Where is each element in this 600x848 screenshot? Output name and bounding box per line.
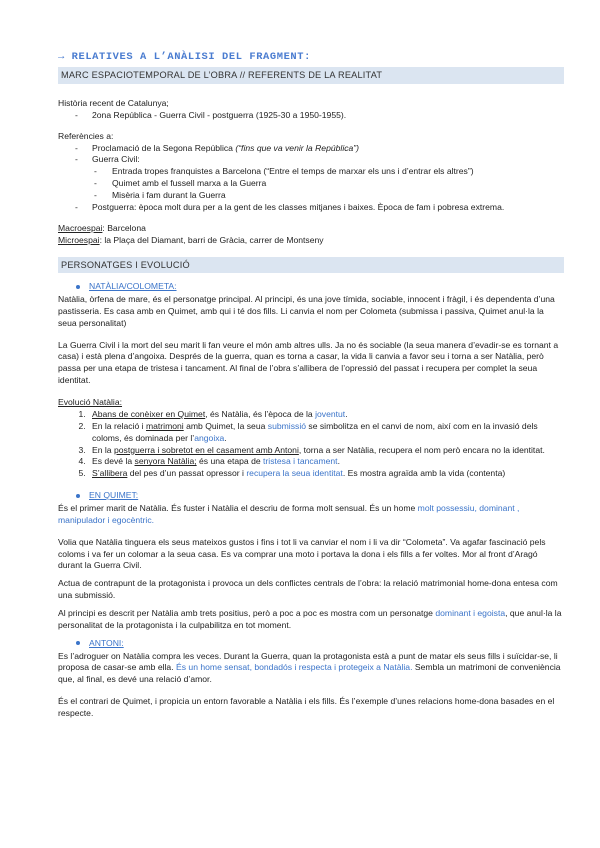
evolucio-item-text: En la relació i bbox=[92, 420, 146, 431]
natalia-heading-text: NATÀLIA/COLOMETA: bbox=[89, 281, 177, 292]
historia-heading: Història recent de Catalunya; bbox=[58, 98, 169, 109]
antoni-highlight: És un home sensat, bondadós i respecta i protegeix a Natàlia. bbox=[176, 662, 413, 673]
natalia-paragraph-2: La Guerra Civil i la mort del seu marit li fan veure el món amb altres ulls. Ja no és sociable (la seua manera d’evadir-se es tornant a casa) i està plena d’angoixa. Després de la guerra, quan es torna a casar, la vida li canvia a favor seu i torna a ser Natàlia, però passa per una etapa de tristesa i tancament. Al final de l’obra s’allibera de l’opressió del passat i recupera per complet la seua identitat. bbox=[58, 339, 559, 386]
guerra-sublist bbox=[58, 166, 564, 202]
guerra-subitem: - Entrada tropes franquistes a Barcelona (“Entre el temps de marxar els uns i d’entrar els altres”) bbox=[94, 166, 564, 178]
evolucio-item-text: és una etapa de bbox=[196, 456, 264, 467]
evolucio-item-text: En la bbox=[92, 444, 114, 455]
evolucio-item-3 bbox=[88, 445, 564, 457]
evolucio-item-text: amb Quimet, la seua bbox=[183, 420, 268, 431]
quimet-text: És el primer marit de Natàlia. És fuster i Natàlia el descriu de forma molt sensual. És un home bbox=[58, 502, 418, 513]
macroespai-line bbox=[58, 223, 564, 235]
evolucio-item-text: , torna a ser Natàlia, recupera el nom però encara no la identitat. bbox=[298, 444, 545, 455]
evolucio-list bbox=[58, 409, 564, 480]
evolucio-item-4 bbox=[88, 456, 564, 468]
evolucio-item-1 bbox=[88, 409, 564, 421]
referencies-list-cont bbox=[58, 202, 564, 214]
evolucio-item-highlight: submissió bbox=[267, 420, 307, 431]
antoni-paragraph-2: És el contrari de Quimet, i propicia un entorn favorable a Natàlia i els fills. És l’exemple d’unes relacions home-dona basades en el respecte. bbox=[58, 696, 555, 718]
evolucio-item-highlight: joventut bbox=[315, 408, 346, 419]
microespai-line bbox=[58, 235, 564, 247]
bullet-icon bbox=[76, 494, 80, 498]
section-title: → RELATIVES A L’ANÀLISI DEL FRAGMENT: bbox=[58, 51, 311, 63]
bullet-icon bbox=[76, 285, 80, 289]
evolucio-item-text: , és Natàlia, és l’època de la bbox=[205, 408, 316, 419]
quimet-text: , que anul·la la personalitat de la protagonista i la culpabilitza en tot moment. bbox=[58, 607, 562, 630]
referencies-item-postguerra: - Postguerra: època molt dura per a la gent de les classes mitjanes i baixes. Època de fam i pobresa extrema. bbox=[75, 202, 564, 214]
evolucio-item-underlined: postguerra i sobretot en el casament amb Antoni bbox=[113, 444, 299, 455]
evolucio-item-highlight: angoixa bbox=[194, 432, 225, 443]
bullet-icon bbox=[76, 641, 80, 645]
macroespai-label: Macroespai bbox=[58, 222, 103, 233]
quimet-text: Al principi es descrit per Natàlia amb trets positius, però a poc a poc es mostra com un personatge bbox=[58, 607, 436, 618]
evolucio-item-text: . Es mostra agraïda amb la vida (contenta) bbox=[342, 468, 506, 479]
antoni-paragraph-1 bbox=[58, 651, 564, 687]
antoni-heading bbox=[76, 638, 564, 650]
section-band-personatges: PERSONATGES I EVOLUCIÓ bbox=[58, 257, 564, 274]
microespai-label: Microespai bbox=[58, 234, 100, 245]
natalia-heading bbox=[76, 281, 564, 293]
antoni-heading-text: ANTONI: bbox=[89, 637, 124, 648]
evolucio-item-highlight: recupera la seua identitat bbox=[246, 468, 343, 479]
referencies-item-republica bbox=[75, 143, 564, 155]
document-content bbox=[58, 50, 564, 720]
evolucio-item-text: . bbox=[337, 456, 340, 467]
antoni-text: Sembla un matrimoni de conveniència que, al final, es devé una relació d’amor. bbox=[58, 662, 561, 685]
quimet-heading-text: EN QUIMET: bbox=[89, 490, 139, 501]
evolucio-item-text: se simbolitza en el canvi de nom, així com en la invasió dels coloms, és dominada per l’ bbox=[92, 420, 538, 443]
antoni-text: Es l’adroguer on Natàlia compra les veces. Durant la Guerra, quan la protagonista està a punt de matar els seus fills i suïcidar-se, li proposa de casar-se amb ella. bbox=[58, 650, 558, 673]
macroespai-value: : Barcelona bbox=[102, 222, 146, 233]
referencies-list bbox=[58, 143, 564, 167]
quimet-highlight: dominant i egoista bbox=[435, 607, 506, 618]
evolucio-item-underlined: S’allibera bbox=[92, 468, 128, 479]
referencies-item-quote: (“fins que va venir la República”) bbox=[235, 142, 360, 153]
evolucio-item-highlight: tristesa i tancament bbox=[263, 456, 338, 467]
guerra-subitem: - Quimet amb el fussell marxa a la Guerra bbox=[94, 178, 564, 190]
evolucio-item-underlined: senyora Natàlia; bbox=[134, 456, 197, 467]
microespai-value: : la Plaça del Diamant, barri de Gràcia, carrer de Montseny bbox=[99, 234, 324, 245]
evolucio-item-text: Es devé la bbox=[92, 456, 135, 467]
evolucio-heading: Evolució Natàlia: bbox=[58, 397, 123, 408]
referencies-item-text: Proclamació de la Segona República bbox=[92, 142, 236, 153]
natalia-paragraph-1: Natàlia, òrfena de mare, és el personatge principal. Al principi, és una jove tímida, sociable, innocent i fràgil, i és dependenta d’una pastisseria. Es casa amb en Quimet, amb qui i té dos fills. Li canvia el nom per Colometa (submissa i passiva, Quimet anul·la la seua personalitat) bbox=[58, 294, 555, 328]
quimet-paragraph-2: Volia que Natàlia tinguera els seus mateixos gustos i fins i tot li va canviar el nom i li va dir “Colometa”. Va agafar fascinació pels coloms i va fer un colomar a la seua casa. Es va comprar una moto i portava la dona i els fills a fer voltes. Mor al front d’Aragó durant la Guerra Civil. bbox=[58, 536, 546, 571]
quimet-highlight: molt possessiu, dominant , manipulador i egocèntric. bbox=[58, 502, 520, 525]
evolucio-item-5 bbox=[88, 468, 564, 480]
historia-list bbox=[58, 110, 564, 122]
evolucio-item-underlined: Abans de conèixer en Quimet bbox=[92, 408, 206, 419]
evolucio-item-text: . bbox=[224, 432, 227, 443]
evolucio-item-2 bbox=[88, 421, 564, 445]
guerra-subitem: - Misèria i fam durant la Guerra bbox=[94, 190, 564, 202]
evolucio-item-underlined: matrimoni bbox=[145, 420, 184, 431]
quimet-heading bbox=[76, 490, 564, 502]
quimet-paragraph-1 bbox=[58, 503, 564, 527]
evolucio-item-text: . bbox=[345, 408, 348, 419]
quimet-paragraph-4 bbox=[58, 608, 564, 632]
section-band-marc: MARC ESPACIOTEMPORAL DE L’OBRA // REFERENTS DE LA REALITAT bbox=[58, 67, 564, 84]
referencies-heading: Referències a: bbox=[58, 130, 114, 141]
quimet-paragraph-3: Actua de contrapunt de la protagonista i provoca un dels conflictes centrals de l’obra: la relació matrimonial home-dona entesa com una submissió. bbox=[58, 578, 558, 601]
historia-item: - 2ona República - Guerra Civil - postguerra (1925-30 a 1950-1955). bbox=[75, 110, 564, 122]
referencies-item-guerra: - Guerra Civil: bbox=[75, 154, 564, 166]
evolucio-item-text: del pes d’un passat opressor i bbox=[127, 468, 247, 479]
